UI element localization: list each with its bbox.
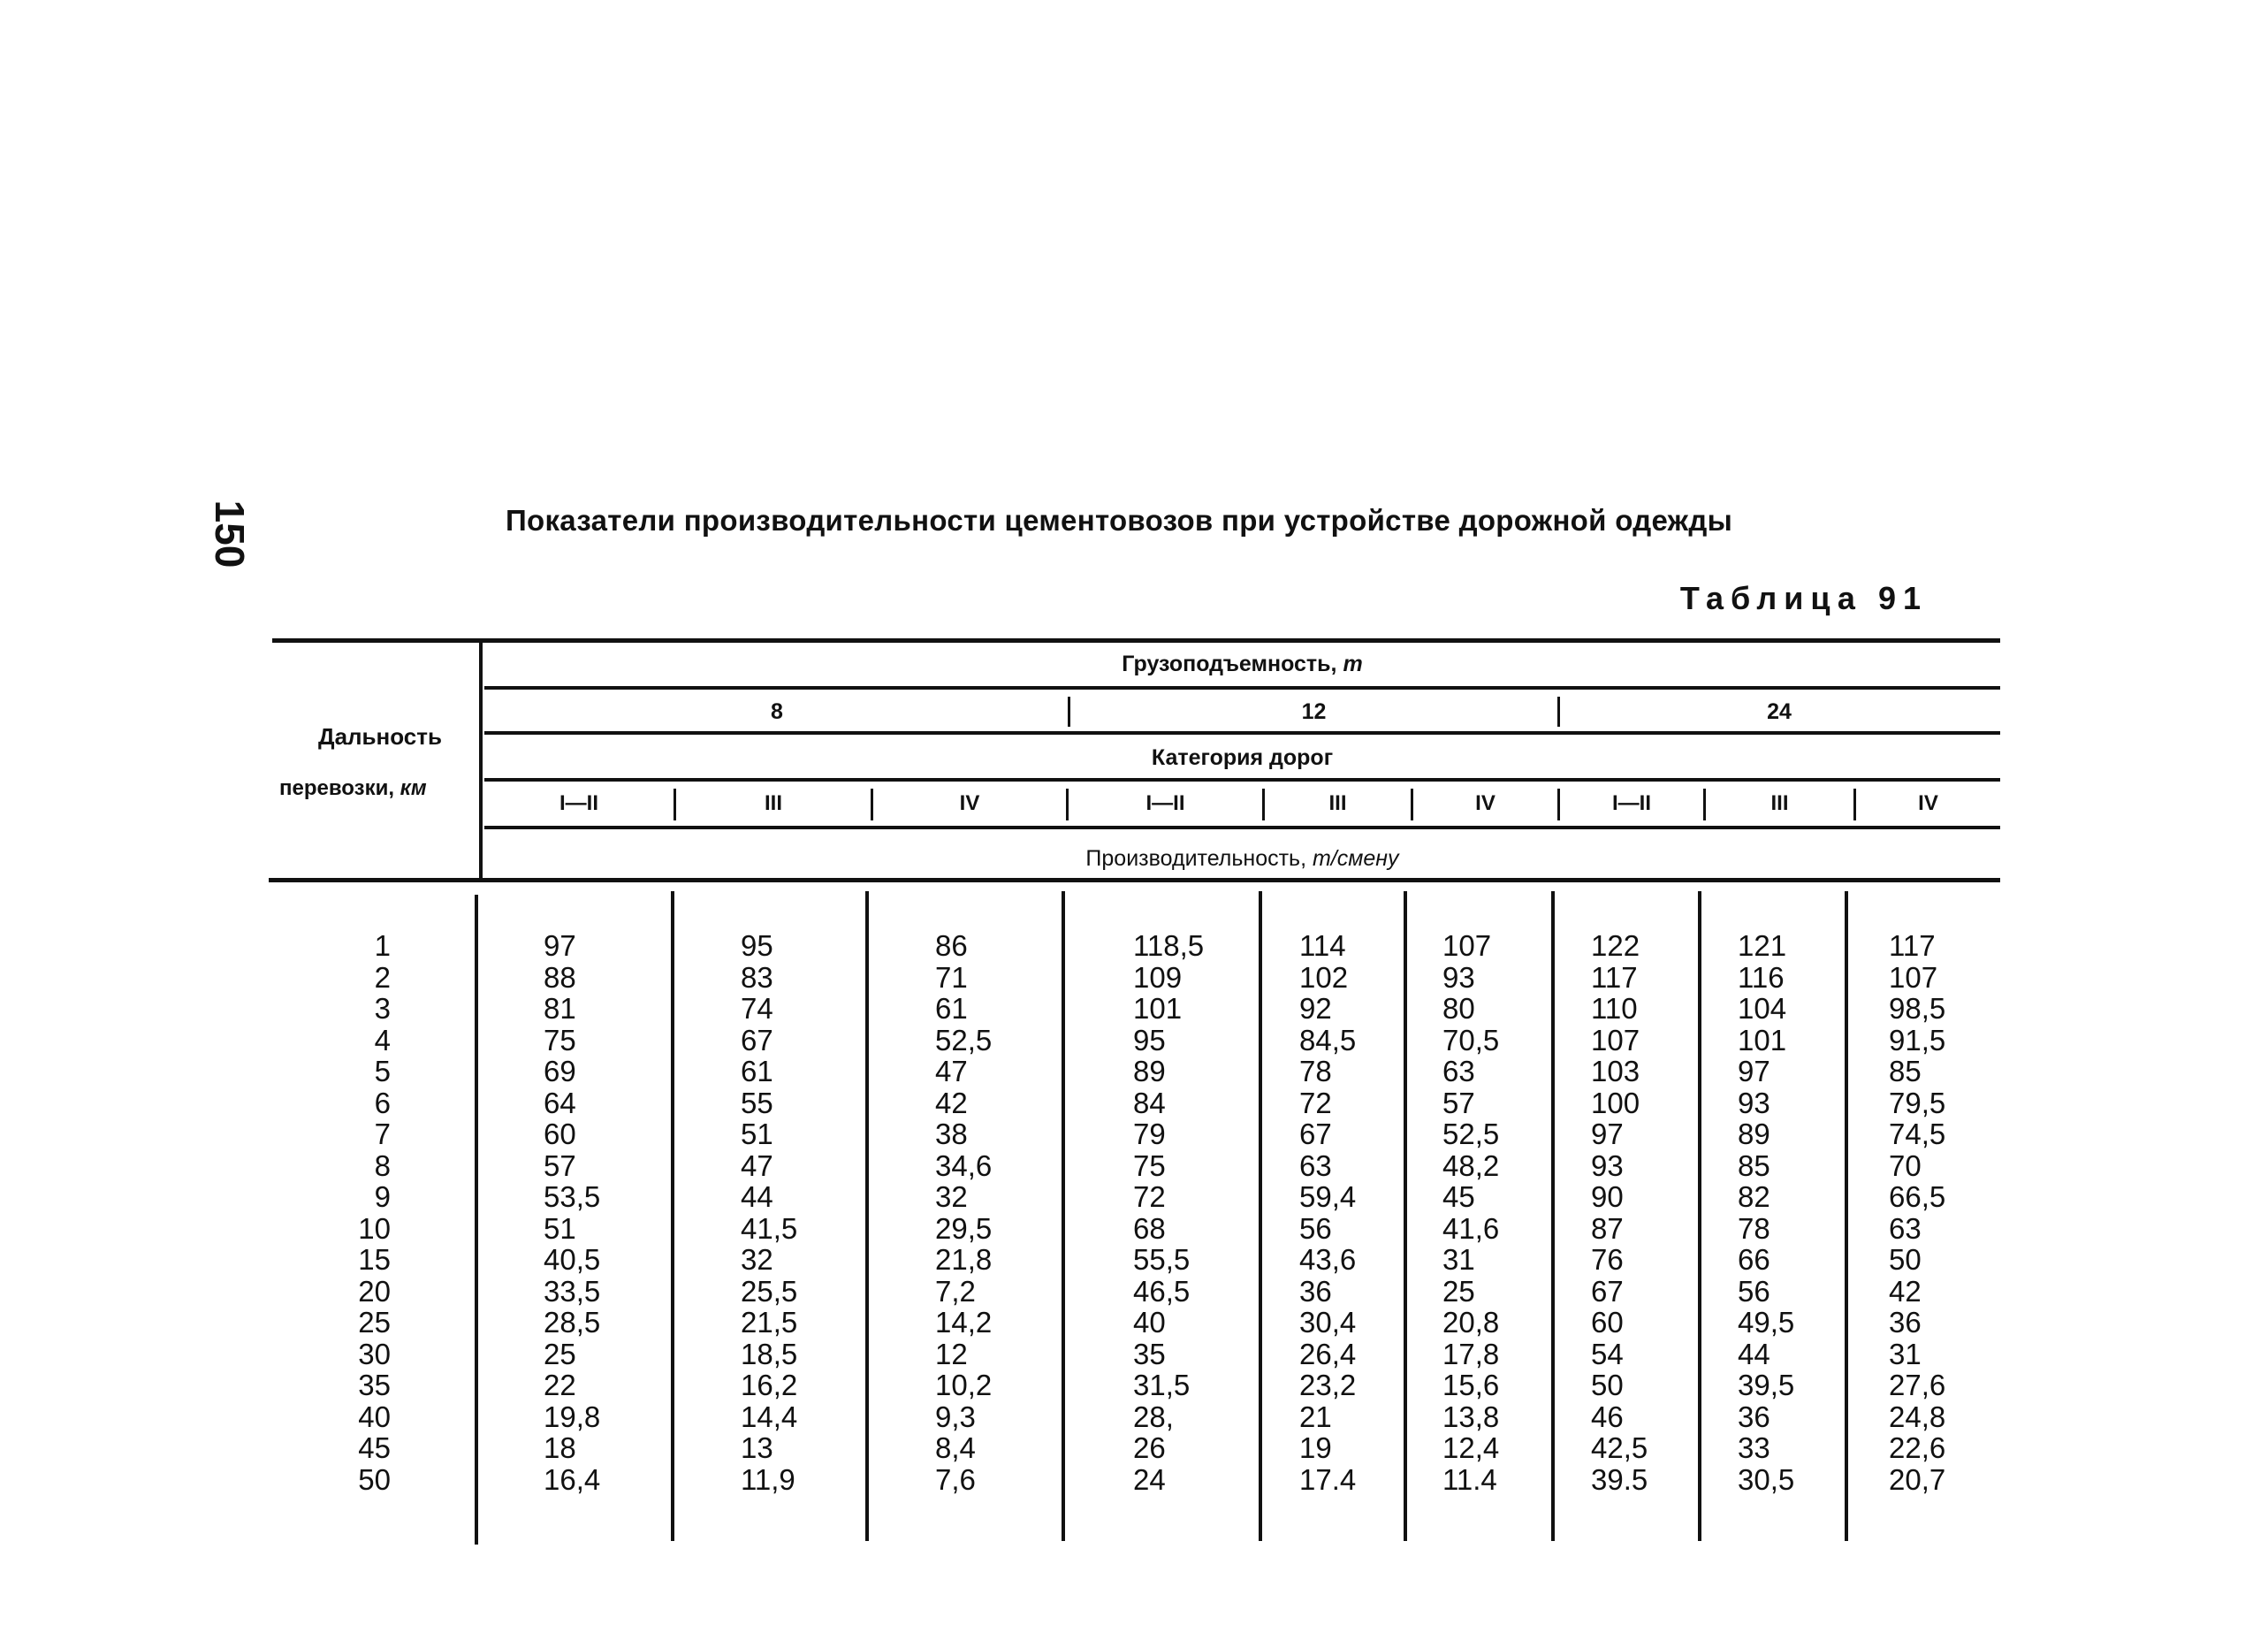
table-cell: 10,2 (935, 1369, 993, 1401)
table-cell: 24,8 (1889, 1400, 1946, 1433)
capacity-label: Грузоподъемность, (1122, 652, 1337, 676)
table-cell: 91,5 (1889, 1023, 1946, 1057)
table-cell: 49,5 (1738, 1306, 1795, 1339)
table-cell: 100 (1591, 1086, 1640, 1119)
table-cell: 31 (1442, 1243, 1475, 1276)
table-cell: 3 (374, 992, 391, 1025)
table-cell: 66 (1738, 1243, 1770, 1276)
table-cell: 71 (935, 960, 968, 994)
table-cell: 79,5 (1889, 1086, 1946, 1119)
category-col-8: III (1770, 791, 1789, 815)
table-cell: 74 (741, 992, 773, 1025)
data-column-4 (1133, 930, 1257, 1495)
productivity-label: Производительность, (1085, 846, 1307, 871)
table-cell: 46,5 (1133, 1274, 1191, 1308)
table-cell: 110 (1591, 992, 1638, 1025)
table-cell: 63 (1889, 1211, 1922, 1245)
stub-header-line2 (279, 776, 477, 801)
table-cell: 11.4 (1442, 1462, 1497, 1496)
data-column-7 (1591, 930, 1715, 1495)
table-cell: 101 (1133, 992, 1183, 1025)
table-cell: 72 (1299, 1086, 1332, 1119)
table-cell: 24 (1133, 1462, 1166, 1496)
table-cell: 41,5 (741, 1211, 798, 1245)
table-cell: 4 (374, 1023, 391, 1057)
table-cell: 114 (1299, 929, 1346, 962)
table-cell: 78 (1738, 1211, 1770, 1245)
table-cell: 47 (935, 1055, 968, 1087)
table-cell: 121 (1738, 929, 1787, 962)
table-cell: 7 (374, 1118, 391, 1150)
table-cell: 104 (1738, 992, 1787, 1025)
table-cell: 38 (935, 1118, 968, 1150)
table-cell: 54 (1591, 1337, 1624, 1370)
table-cell: 52,5 (935, 1023, 993, 1057)
table-cell: 20 (358, 1274, 391, 1308)
table-cell: 31,5 (1133, 1369, 1191, 1401)
category-col-9: IV (1918, 791, 1938, 815)
table-cell: 85 (1889, 1055, 1922, 1087)
table-cell: 28, (1133, 1400, 1174, 1433)
table-cell: 61 (741, 1055, 773, 1087)
table-cell: 109 (1133, 960, 1183, 994)
data-column-9 (1889, 930, 2013, 1495)
table-cell: 107 (1889, 960, 1938, 994)
table-cell: 97 (1738, 1055, 1770, 1087)
table-cell: 97 (544, 929, 576, 962)
capacity-8: 8 (771, 699, 783, 724)
table-cell: 70 (1889, 1148, 1922, 1182)
table-cell: 117 (1591, 960, 1638, 994)
table-cell: 116 (1738, 960, 1785, 994)
table-cell: 95 (1133, 1023, 1166, 1057)
table-cell: 15,6 (1442, 1369, 1500, 1401)
table-cell: 93 (1738, 1086, 1770, 1119)
category-col-3: IV (959, 791, 980, 815)
table-cell: 33 (1738, 1431, 1770, 1464)
table-title: Показатели производительности цементовозов при устройстве дорожной одежды (506, 504, 1733, 537)
body-column-rule (1062, 891, 1065, 1541)
capacity-unit: т (1343, 652, 1363, 676)
table-cell: 75 (1133, 1148, 1166, 1182)
table-cell: 36 (1889, 1306, 1922, 1339)
capacity-12: 12 (1301, 699, 1327, 724)
table-cell: 44 (1738, 1337, 1770, 1370)
body-column-rule (475, 895, 478, 1545)
table-cell: 103 (1591, 1055, 1640, 1087)
table-cell: 19,8 (544, 1400, 601, 1433)
category-col-7: I—II (1611, 791, 1651, 815)
table-cell: 10 (358, 1211, 391, 1245)
table-cell: 93 (1442, 960, 1475, 994)
category-col-5: III (1328, 791, 1347, 815)
table-cell: 7,6 (935, 1462, 976, 1496)
table-cell: 7,2 (935, 1274, 976, 1308)
table-cell: 30,5 (1738, 1462, 1795, 1496)
table-cell: 117 (1889, 929, 1936, 962)
table-cell: 80 (1442, 992, 1475, 1025)
table-cell: 22,6 (1889, 1431, 1946, 1464)
table-cell: 46 (1591, 1400, 1624, 1433)
table-cell: 41,6 (1442, 1211, 1500, 1245)
table-cell: 63 (1299, 1148, 1332, 1182)
table-cell: 20,7 (1889, 1462, 1946, 1496)
table-cell: 82 (1738, 1180, 1770, 1213)
table-cell: 35 (358, 1369, 391, 1401)
table-cell: 40 (358, 1400, 391, 1433)
table-cell: 40 (1133, 1306, 1166, 1339)
table-cell: 6 (374, 1086, 391, 1119)
table-cell: 86 (935, 929, 968, 962)
header-bottom-rule (269, 878, 2000, 882)
table-cell: 102 (1299, 960, 1349, 994)
table-cell: 16,4 (544, 1462, 601, 1496)
capacity-header (484, 651, 2000, 677)
table-cell: 53,5 (544, 1180, 601, 1213)
table-cell: 11,9 (741, 1462, 795, 1496)
table-cell: 56 (1299, 1211, 1332, 1245)
table-cell: 39,5 (1738, 1369, 1795, 1401)
table-cell: 18,5 (741, 1337, 798, 1370)
table-cell: 85 (1738, 1148, 1770, 1182)
table-cell: 67 (1299, 1118, 1332, 1150)
table-cell: 90 (1591, 1180, 1624, 1213)
table-cell: 60 (544, 1118, 576, 1150)
table-cell: 13 (741, 1431, 773, 1464)
table-cell: 2 (374, 960, 391, 994)
table-cell: 66,5 (1889, 1180, 1946, 1213)
table-cell: 30 (358, 1337, 391, 1370)
table-cell: 74,5 (1889, 1118, 1946, 1150)
stub-header-unit: км (400, 776, 427, 800)
table-cell: 50 (1889, 1243, 1922, 1276)
table-cell: 64 (544, 1086, 576, 1119)
data-column-5 (1299, 930, 1423, 1495)
table-cell: 21,5 (741, 1306, 798, 1339)
table-cell: 5 (374, 1055, 391, 1087)
category-col-6: IV (1475, 791, 1496, 815)
table-cell: 25 (358, 1306, 391, 1339)
table-cell: 16,2 (741, 1369, 798, 1401)
data-column-2 (741, 930, 864, 1495)
table-cell: 12 (935, 1337, 968, 1370)
table-cell: 51 (544, 1211, 576, 1245)
data-column-6 (1442, 930, 1566, 1495)
table-cell: 101 (1738, 1023, 1787, 1057)
rule-under-subcategories (484, 826, 2000, 829)
table-cell: 51 (741, 1118, 773, 1150)
table-cell: 34,6 (935, 1148, 993, 1182)
table-cell: 70,5 (1442, 1023, 1500, 1057)
table-cell: 95 (741, 929, 773, 962)
table-cell: 25,5 (741, 1274, 798, 1308)
rule-under-capacity (484, 686, 2000, 690)
table-cell: 9 (374, 1180, 391, 1213)
table-cell: 21,8 (935, 1243, 993, 1276)
data-column-1 (544, 930, 667, 1495)
table-cell: 89 (1133, 1055, 1166, 1087)
table-cell: 63 (1442, 1055, 1475, 1087)
table-cell: 69 (544, 1055, 576, 1087)
table-cell: 87 (1591, 1211, 1624, 1245)
table-cell: 72 (1133, 1180, 1166, 1213)
table-cell: 1 (374, 929, 391, 962)
table-cell: 122 (1591, 929, 1640, 962)
table-cell: 83 (741, 960, 773, 994)
table-cell: 52,5 (1442, 1118, 1500, 1150)
table-cell: 42 (1889, 1274, 1922, 1308)
table-cell: 81 (544, 992, 576, 1025)
stub-header-text: перевозки, (279, 776, 394, 800)
table-cell: 92 (1299, 992, 1332, 1025)
table-cell: 97 (1591, 1118, 1624, 1150)
table-cell: 50 (358, 1462, 391, 1496)
table-cell: 39.5 (1591, 1462, 1648, 1496)
table-cell: 88 (544, 960, 576, 994)
category-col-2: III (764, 791, 782, 815)
table-cell: 61 (935, 992, 968, 1025)
table-cell: 50 (1591, 1369, 1624, 1401)
table-cell: 13,8 (1442, 1400, 1500, 1433)
productivity-unit: т/смену (1312, 846, 1399, 871)
table-cell: 27,6 (1889, 1369, 1946, 1401)
table-cell: 8,4 (935, 1431, 976, 1464)
table-cell: 118,5 (1133, 929, 1205, 962)
table-cell: 36 (1738, 1400, 1770, 1433)
capacity-24: 24 (1767, 699, 1792, 724)
table-cell: 43,6 (1299, 1243, 1357, 1276)
data-column-8 (1738, 930, 1861, 1495)
table-cell: 33,5 (544, 1274, 601, 1308)
table-cell: 68 (1133, 1211, 1166, 1245)
table-cell: 17,8 (1442, 1337, 1500, 1370)
table-cell: 26,4 (1299, 1337, 1357, 1370)
category-col-1: I—II (559, 791, 598, 815)
distance-column (292, 930, 391, 1495)
data-column-3 (935, 930, 1059, 1495)
table-cell: 79 (1133, 1118, 1166, 1150)
table-cell: 107 (1442, 929, 1492, 962)
road-category-header: Категория дорог (1151, 745, 1334, 770)
table-cell: 57 (544, 1148, 576, 1182)
table-cell: 28,5 (544, 1306, 601, 1339)
table-cell: 32 (935, 1180, 968, 1213)
table-cell: 60 (1591, 1306, 1624, 1339)
table-cell: 56 (1738, 1274, 1770, 1308)
top-rule (272, 638, 2000, 643)
table-cell: 20,8 (1442, 1306, 1500, 1339)
table-cell: 55,5 (1133, 1243, 1191, 1276)
table-cell: 84,5 (1299, 1023, 1357, 1057)
table-cell: 59,4 (1299, 1180, 1357, 1213)
table-cell: 84 (1133, 1086, 1166, 1119)
table-cell: 48,2 (1442, 1148, 1500, 1182)
body-column-rule (671, 891, 674, 1541)
table-cell: 45 (358, 1431, 391, 1464)
table-cell: 9,3 (935, 1400, 976, 1433)
table-cell: 67 (1591, 1274, 1624, 1308)
rule-under-category (484, 778, 2000, 782)
body-column-rule (1259, 891, 1262, 1541)
table-cell: 75 (544, 1023, 576, 1057)
table-cell: 14,4 (741, 1400, 798, 1433)
table-number: Таблица 91 (1679, 580, 1928, 616)
table-cell: 35 (1133, 1337, 1166, 1370)
table-cell: 15 (358, 1243, 391, 1276)
rule-under-capacities (484, 731, 2000, 735)
table-cell: 76 (1591, 1243, 1624, 1276)
table-cell: 40,5 (544, 1243, 601, 1276)
table-cell: 22 (544, 1369, 576, 1401)
table-cell: 14,2 (935, 1306, 993, 1339)
table-cell: 26 (1133, 1431, 1166, 1464)
table-cell: 47 (741, 1148, 773, 1182)
table-cell: 29,5 (935, 1211, 993, 1245)
table-cell: 45 (1442, 1180, 1475, 1213)
stub-divider-header (479, 643, 483, 880)
productivity-header (484, 845, 2000, 872)
table-cell: 12,4 (1442, 1431, 1500, 1464)
table-cell: 89 (1738, 1118, 1770, 1150)
table-cell: 25 (544, 1337, 576, 1370)
table-cell: 36 (1299, 1274, 1332, 1308)
table-cell: 21 (1299, 1400, 1332, 1433)
table-cell: 25 (1442, 1274, 1475, 1308)
table-cell: 93 (1591, 1148, 1624, 1182)
table-cell: 19 (1299, 1431, 1332, 1464)
table-cell: 17.4 (1299, 1462, 1357, 1496)
table-cell: 42,5 (1591, 1431, 1648, 1464)
table-cell: 44 (741, 1180, 773, 1213)
category-col-4: I—II (1145, 791, 1185, 815)
table-cell: 78 (1299, 1055, 1332, 1087)
table-cell: 55 (741, 1086, 773, 1119)
body-column-rule (865, 891, 869, 1541)
table-cell: 107 (1591, 1023, 1640, 1057)
table-cell: 18 (544, 1431, 576, 1464)
page-number: 150 (207, 500, 253, 568)
table-cell: 30,4 (1299, 1306, 1357, 1339)
stub-header-line1: Дальность (318, 723, 442, 750)
table-cell: 32 (741, 1243, 773, 1276)
table-cell: 42 (935, 1086, 968, 1119)
table-cell: 98,5 (1889, 992, 1946, 1025)
table-cell: 31 (1889, 1337, 1922, 1370)
table-cell: 67 (741, 1023, 773, 1057)
table-cell: 8 (374, 1148, 391, 1182)
table-cell: 23,2 (1299, 1369, 1357, 1401)
table-cell: 57 (1442, 1086, 1475, 1119)
